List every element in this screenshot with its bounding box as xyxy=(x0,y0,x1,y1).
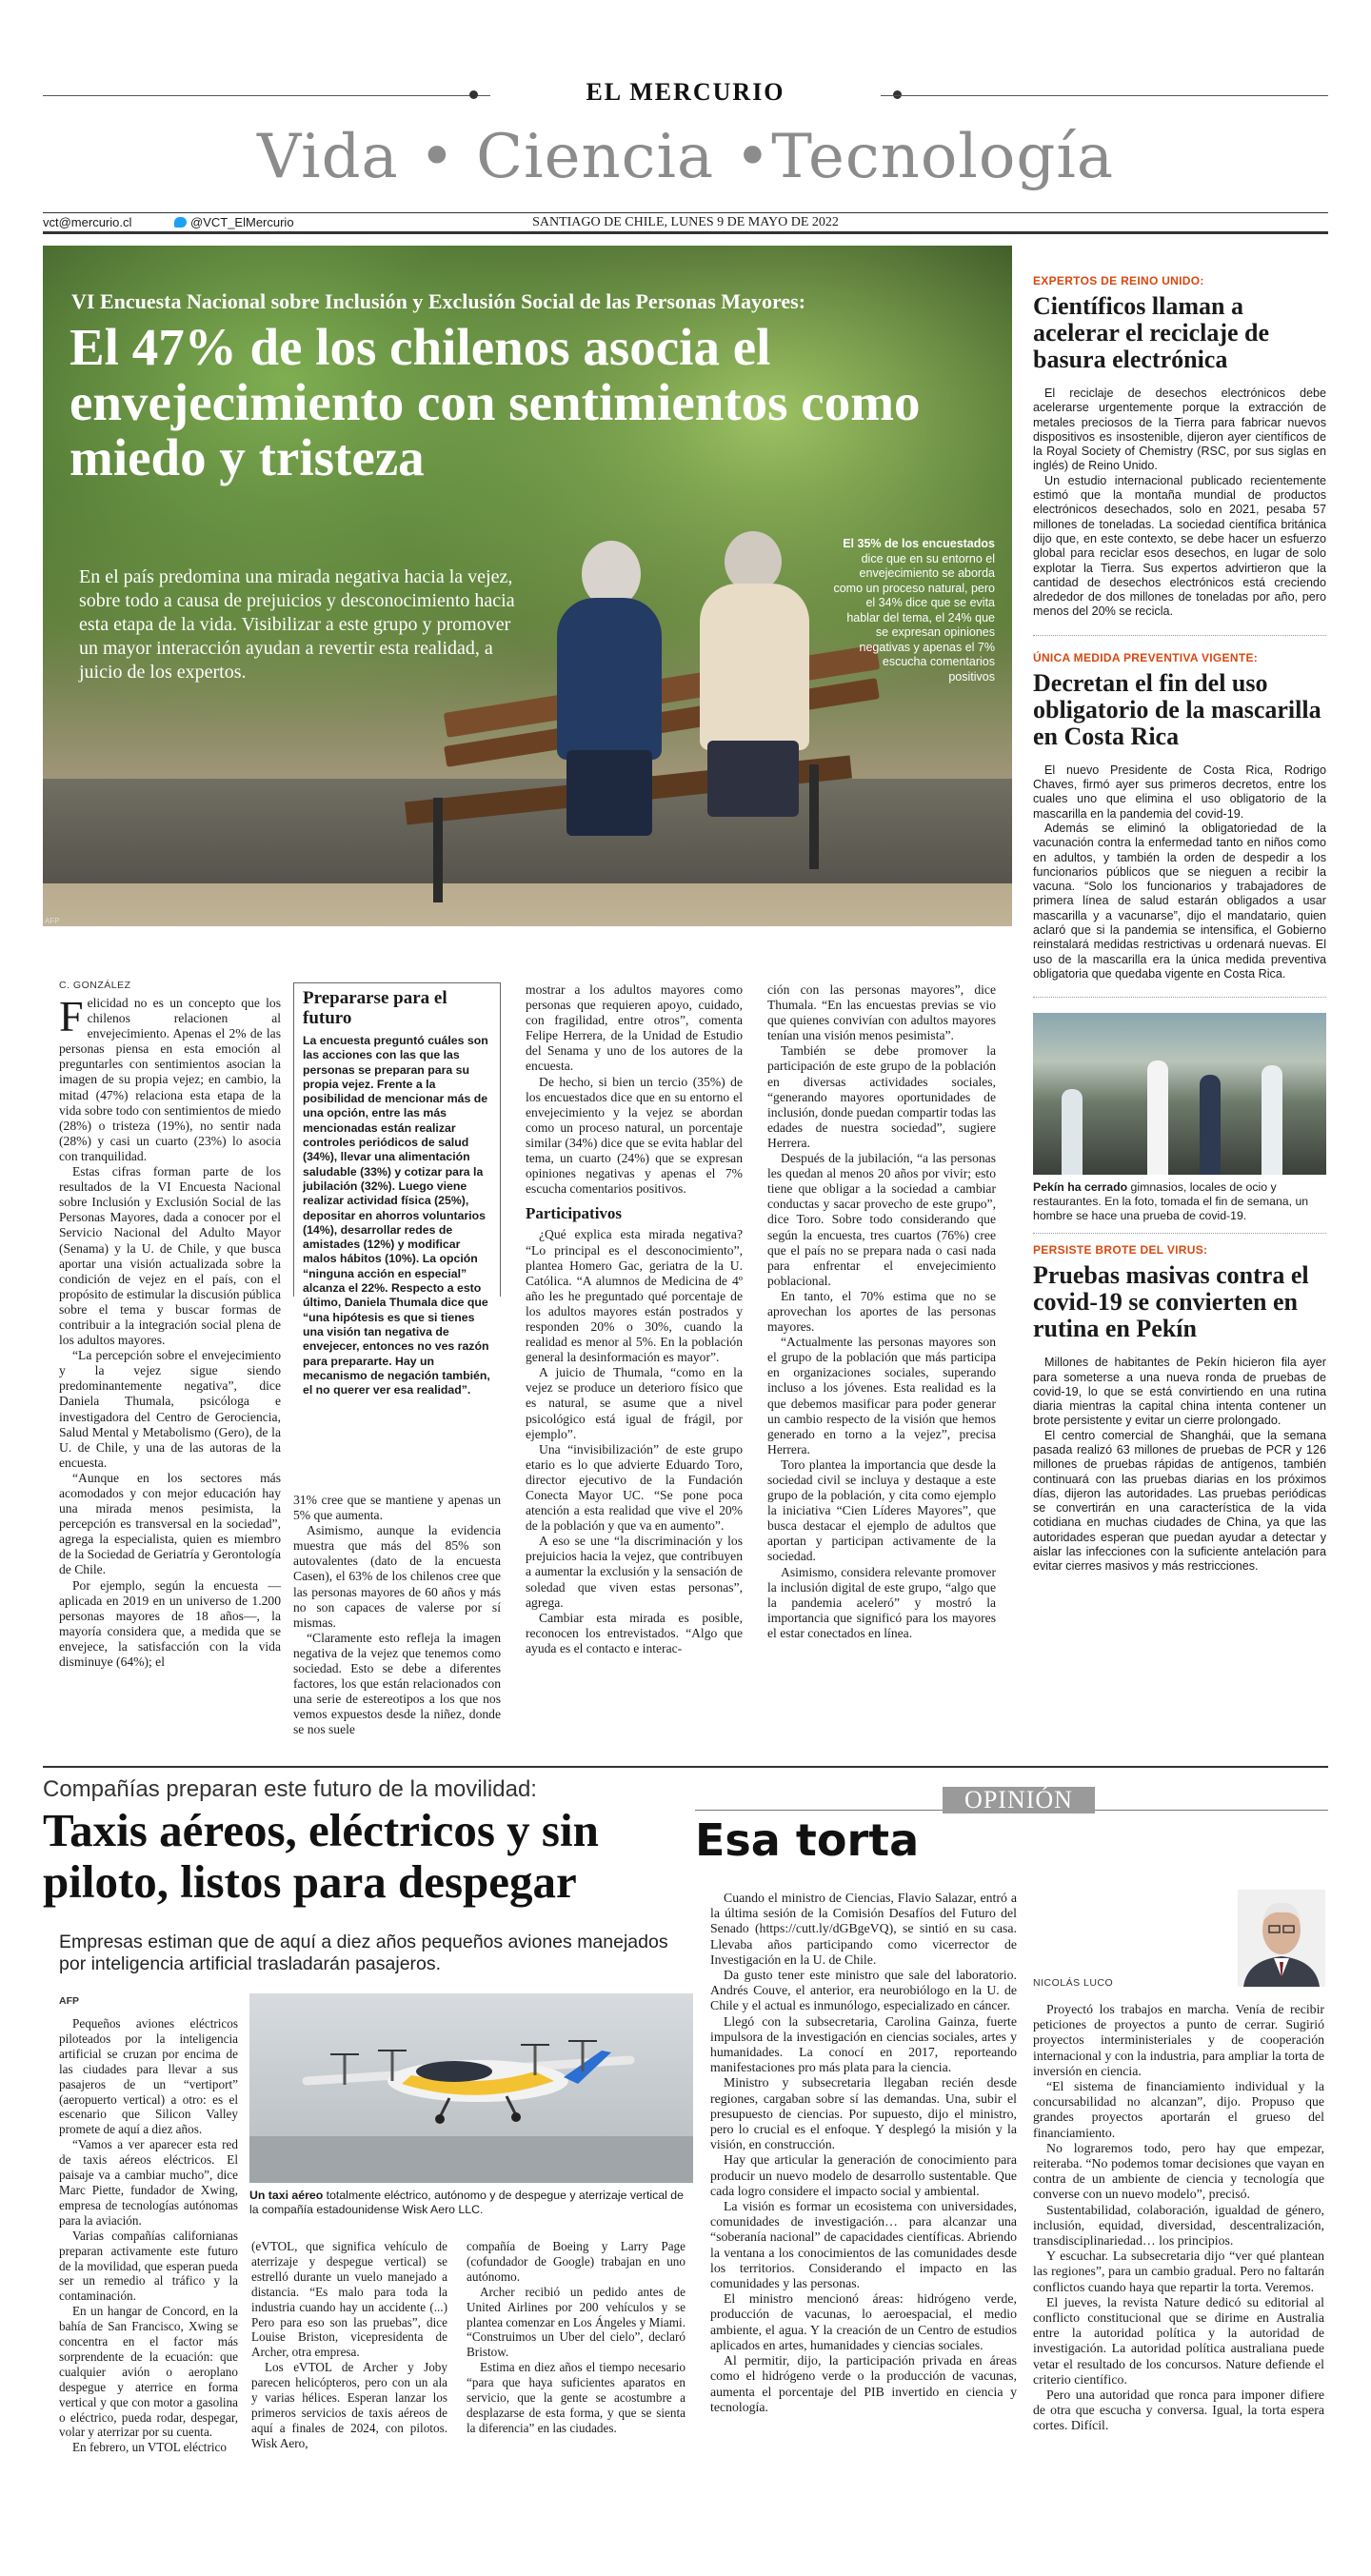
opinion-paragraph: “El sistema de financiamiento individual y la concursabilidad no alcanzan”, dijo. Propuso que grandes proyectos aportarán el grueso del financiamiento. xyxy=(1033,2079,1324,2140)
article-paragraph: A juicio de Thumala, “como en la vejez se produce un deterioro físico que es natural, se asume que a nivel psicológico está igual de frágil, por ejemplo”. xyxy=(526,1365,743,1441)
sidebar-box xyxy=(293,982,501,1399)
article-column-4 xyxy=(767,982,996,1641)
air-taxi-aircraft xyxy=(249,1993,693,2183)
article-paragraph: Una “invisibilización” de este grupo etario es lo que advierte Eduardo Toro, director ejecutivo de la Fundación Conecta Mayor UC. “Se pone poca atención a esta realidad que vive el 20% de la población y que va en aumento”. xyxy=(526,1441,743,1534)
article-paragraph: Archer recibió un pedido antes de United Airlines por 200 vehículos y se plantea comenzar en Los Ángeles y Miami. “Construimos un Uber del cielo”, declaró Bristow. xyxy=(467,2284,686,2360)
rail-paragraph: Millones de habitantes de Pekín hicieron fila ayer para someterse a una nueva ronda de pruebas de covid-19, lo que se está convirtiendo en una rutina diaria mientras la capital china intenta contener un brote persistente y evitar un cierre prolongado. xyxy=(1033,1356,1326,1428)
hero-deck: En el país predomina una mirada negativa hacia la vejez, sobre todo a causa de prejuicios y desconocimiento hacia esta etapa de la vida. Visibilizar a este grupo y promover un mayor interacción ayudan a revertir esta realidad, a juicio de los expertos. xyxy=(79,566,515,683)
rail-divider xyxy=(1033,1233,1326,1234)
sidebar-box-border xyxy=(293,982,501,1297)
photo-figure xyxy=(1062,1089,1083,1175)
air-taxi-photo-caption-lead: Un taxi aéreo xyxy=(249,2189,324,2202)
article-column-3 xyxy=(526,982,743,1656)
hero-kicker: VI Encuesta Nacional sobre Inclusión y Exclusión Social de las Personas Mayores: xyxy=(71,289,806,313)
hero-photo xyxy=(43,246,1012,926)
dropcap: F xyxy=(59,992,84,1040)
masthead-rule-right xyxy=(881,95,1328,96)
article-paragraph: (eVTOL, que significa vehículo de aterrizaje y despegue vertical) se estrelló durante un vuelo manejado a distancia. “Es malo para toda la industria cuando hay un accidente (...) Pero para eso son las pruebas”, dice Louise Briston, vicepresidenta de Archer, otra empresa. xyxy=(251,2239,447,2360)
article-paragraph: “Vamos a ver aparecer esta red de taxis aéreos eléctricos. El paisaje va a cambiar mucho”, dice Marc Piette, fundador de Xwing, empresa de tecnologías autónomas para la aviación. xyxy=(59,2137,238,2228)
article-paragraph: ción con las personas mayores”, dice Thumala. “En las encuestas previas se vio que quienes convivían con adultos mayores tenían una visión menos pesimista”. xyxy=(767,982,996,1043)
photo-figure xyxy=(1262,1065,1282,1175)
elderly-person-left xyxy=(557,541,662,836)
article-paragraph: “La percepción sobre el envejecimiento y la vejez sigue siendo predominantemente negativa”, dice Daniela Thumala, psicóloga e investigadora del Centro de Gerociencia, Salud Mental y Metabolismo (Gero), de la U. de Chile, y una de las autoras de la encuesta. xyxy=(59,1348,281,1470)
rail-divider xyxy=(1033,635,1326,636)
air-taxi-column-3 xyxy=(467,2239,686,2436)
elderly-person-right xyxy=(700,531,809,817)
article-paragraph: Estima en diez años el tiempo necesario “para que haya suficientes aparatos en servicio, que la gente se acostumbre a desplazarse de esta forma, y que se sienta la diferencia” en las ciudades. xyxy=(467,2360,686,2435)
rail-headline[interactable]: Decretan el fin del uso obligatorio de la mascarilla en Costa Rica xyxy=(1033,668,1321,750)
air-taxi-column-1 xyxy=(59,2016,238,2455)
opinion-paragraph: Llegó con la subsecretaria, Carolina Gainza, fuerte impulsora de la investigación en ciencias sociales, artes y humanidades. La conocí en 2017, reporteando manifestaciones pro más plata para la ciencia. xyxy=(710,2013,1017,2075)
article-column-1 xyxy=(59,992,281,1670)
right-rail xyxy=(1033,274,1326,1575)
rail-body xyxy=(1033,1356,1326,1574)
bottom-section-rule xyxy=(43,1766,1328,1768)
columnist-photo xyxy=(1238,1890,1325,1987)
article-paragraph: A eso se une “la discriminación y los prejuicios hacia la vejez, que contribuyen a aumentar la exclusión y la sensación de soledad que viven estas personas”, agrega. xyxy=(526,1534,743,1610)
opinion-paragraph: Sustentabilidad, colaboración, igualdad de género, inclusión, equidad, diversidad, descentralización, transdisciplinariedad… los principios. xyxy=(1033,2202,1324,2249)
air-taxi-photo-caption-text: totalmente eléctrico, autónomo y de despegue y aterrizaje vertical de la compañía estadounidense Wisk Aero LLC. xyxy=(249,2189,684,2216)
rail-story-beijing xyxy=(1033,1243,1326,1574)
article-paragraph: Cambiar esta mirada es posible, reconocen los entrevistados. “Algo que ayuda es el contacto e interac- xyxy=(526,1610,743,1655)
opinion-paragraph: Cuando el ministro de Ciencias, Flavio Salazar, entró a la última sesión de la Comisión Desafíos del Futuro del Senado (https://cutt.ly/dGBgeVQ), se sintió en su casa. Llevaba años participando como vicerrector de Investigación en la U. de Chile. xyxy=(710,1891,1017,1967)
article-column-2 xyxy=(293,1493,501,1738)
rail-photo-caption-lead: Pekín ha cerrado xyxy=(1033,1180,1128,1195)
hero-caption xyxy=(833,537,995,684)
air-taxi-column-2 xyxy=(251,2239,447,2451)
air-taxi-kicker: Compañías preparan este futuro de la movilidad: xyxy=(43,1776,537,1802)
opinion-paragraph: Ministro y subsecretaria llegaban recién desde regiones, cargaban sobre sí las demandas. Una, subir el presupuesto de ciencias. Por supuesto, dijo el ministro, pero lo crucial es el enfoque. Y desplegó la misión y la visión, en construcción. xyxy=(710,2075,1017,2152)
masthead xyxy=(43,74,1328,217)
newspaper-brand[interactable]: EL MERCURIO xyxy=(586,78,785,106)
columnist-portrait xyxy=(1238,1890,1325,1987)
article-paragraph: 31% cree que se mantiene y apenas un 5% que aumenta. xyxy=(293,1493,501,1523)
masthead-thin-rule xyxy=(43,212,1328,213)
opinion-paragraph: La visión es formar un ecosistema con universidades, comunidades de investigación… para alcanzar una “soberanía nacional” de capacidades científicas. Abriendo la ventana a los conocimientos de las comunidades desde los territorios. Considerando el impacto en las comunidades y las personas. xyxy=(710,2199,1017,2291)
article-paragraph: En un hangar de Concord, en la bahía de San Francisco, Xwing se concentra en el factor más sorprendente de la ecuación: que cualquier avión o aeroplano despegue y aterrice en forma vertical y que con motor a gasolina o eléctrico, pueda rodar, despegar, volar y aterrizar por su cuenta. xyxy=(59,2304,238,2440)
article-paragraph: compañía de Boeing y Larry Page (cofundador de Google) trabajan en uno autónomo. xyxy=(467,2239,686,2284)
article-paragraph: “Aunque en los sectores más acomodados y con mejor educación hay una mirada menos pesimista, la percepción es transversal en la sociedad”, agrega la especialista, quien es miembro de la Sociedad de Geriatría y Gerontología de Chile. xyxy=(59,1470,281,1577)
bench-leg xyxy=(433,798,443,902)
article-byline: C. GONZÁLEZ xyxy=(59,980,131,991)
article-paragraph: ¿Qué explica esta mirada negativa? “Lo principal es el desconocimiento”, plantea Homero Gac, geriatra de la U. Católica. “A alumnos de Medicina de 4º año les he preguntado qué porcentaje de los adultos mayores están postrados y responden 20% o 30%, cuando la realidad es menor al 5%. En la población general la desinformación es mayor”. xyxy=(526,1227,743,1365)
air-taxi-credit: AFP xyxy=(59,1995,79,2007)
opinion-paragraph: Da gusto tener este ministro que sale del laboratorio. Andrés Couve, el anterior, era neurobiólogo en la U. de Chile y el actual es inmunólogo, especializado en cáncer. xyxy=(710,1968,1017,2013)
opinion-headline[interactable]: Esa torta xyxy=(695,1814,920,1866)
article-subhead: Participativos xyxy=(526,1204,623,1223)
opinion-paragraph: El jueves, la revista Nature dedicó su editorial al conflicto constitucional que se dirime en Australia entre la autoridad política y la autoridad de investigación. La autoridad política australiana puede vetar el resultado de los concursos. Nature defiende el criterio científico. xyxy=(1033,2294,1324,2387)
opinion-paragraph: Y escuchar. La subsecretaria dijo “ver qué plantean las regiones”, para un cambio gradual. Pero no faltarán conflictos cuando haya que repartir la torta. Veremos. xyxy=(1033,2249,1324,2294)
article-paragraph: También se debe promover la participación de este grupo de la población en diversas actividades sociales, “generando mayores oportunidades de inclusión, donde puedan compartir todas las edades de nuestra sociedad”, sugiere Herrera. xyxy=(767,1043,996,1150)
photo-figure xyxy=(1200,1075,1221,1175)
air-taxi-photo-caption xyxy=(249,2189,693,2217)
twitter-handle: @VCT_ElMercurio xyxy=(190,215,294,229)
article-paragraph: “Actualmente las personas mayores son el grupo de la población que más participa en organizaciones sociales, superando incluso a los jóvenes. Esta realidad es la que debemos masificar para poder generar un cambio respecto de la visión que hemos generado en torno a la vejez”, precisa Herrera. xyxy=(767,1335,996,1456)
article-paragraph: Varias compañías californianas preparan activamente este futuro de la movilidad, que esperan pueda ser un remedio al tráfico y la contaminación. xyxy=(59,2228,238,2304)
article-paragraph: Después de la jubilación, “a las personas les quedan al menos 20 años por vivir; esto tiene que obligar a la sociedad a cambiar conductas y sacar provecho de este grupo”, dice Toro. Sobre todo considerando que según la encuesta, tres cuartos (76%) cree que el país no se prepara nada o casi nada para enfrentar el envejecimiento poblacional. xyxy=(767,1151,996,1288)
opinion-paragraph: El ministro mencionó áreas: hidrógeno verde, producción de vacunas, lo aeroespacial, el medio ambiente, el agua. Y la creación de un Centro de estudios aplicados en artes, humanidades y ciencias sociales. xyxy=(710,2291,1017,2352)
opinion-paragraph: Proyectó los trabajos en marcha. Venía de recibir peticiones de proyectos a punto de cerrar. Sugirió proyectos interministeriales y de cooperación internacional y con la industria, para ampliar la torta de inversión en ciencia. xyxy=(1033,2002,1324,2078)
article-paragraph: Asimismo, considera relevante promover la inclusión digital de este grupo, “algo que la pandemia aceleró” y mostró la importancia que significó para los mayores el estar conectados en línea. xyxy=(767,1564,996,1640)
article-paragraph: En tanto, el 70% estima que no se aprovechan los aportes de las personas mayores. xyxy=(767,1288,996,1335)
article-paragraph: Por ejemplo, según la encuesta —aplicada en 2019 en un universo de 1.200 personas mayores de 18 años—, la mayoría considera que, a medida que se envejece, la satisfacción con la vida disminuye (64%); el xyxy=(59,1577,281,1670)
rail-photo-caption xyxy=(1033,1180,1326,1223)
rail-headline[interactable]: Científicos llaman a acelerar el reciclaje de basura electrónica xyxy=(1033,292,1270,373)
beijing-testing-photo xyxy=(1033,1013,1326,1175)
masthead-thick-rule xyxy=(43,231,1328,234)
rail-kicker: EXPERTOS DE REINO UNIDO: xyxy=(1033,274,1204,287)
article-paragraph: En febrero, un VTOL eléctrico xyxy=(72,2440,227,2455)
hero-headline[interactable]: El 47% de los chilenos asocia el envejecimiento con sentimientos como miedo y tristeza xyxy=(70,318,921,486)
bench-leg xyxy=(809,764,819,869)
rail-paragraph: El reciclaje de desechos electrónicos debe acelerarse urgentemente porque la extracción de metales preciosos de la Tierra para fabricar nuevos dispositivos es insostenible, dijeron ayer científicos de la Royal Society of Chemistry (RSC, por sus siglas en inglés) de Reino Unido. xyxy=(1033,386,1326,473)
article-paragraph: Los eVTOL de Archer y Joby parecen helicópteros, pero con un ala y varias hélices. Esperan lanzar los primeros servicios de taxis aéreos de aquí a finales de 2024, con pilotos. Wisk Aero, xyxy=(251,2360,447,2450)
rail-headline[interactable]: Pruebas masivas contra el covid-19 se convierten en rutina en Pekín xyxy=(1033,1261,1309,1343)
meta-bar xyxy=(43,215,1328,232)
opinion-paragraph: Pero una autoridad que ronca para imponer difiere de otra que escucha y conversa. Igual, la torta espera cortes. Difícil. xyxy=(1033,2388,1324,2433)
article-paragraph: Pequeños aviones eléctricos piloteados por la inteligencia artificial se cruzan por encima de las ciudades para llevar a sus pasajeros de un “vertiport” (aeropuerto vertical) a otro: es el escenario que Silicon Valley promete de aquí a diez años. xyxy=(59,2016,238,2137)
opinion-paragraph: Hay que articular la generación de conocimiento para producir un nuevo modelo de desarrollo sustentable. Que cada logro considere el impacto social y ambiental. xyxy=(710,2152,1017,2198)
columnist-name: NICOLÁS LUCO xyxy=(1033,1977,1114,1989)
section-email[interactable]: vct@mercurio.cl xyxy=(43,215,132,229)
article-paragraph: Asimismo, aunque la evidencia muestra que más del 85% son autovalentes (dato de la encuesta Casen), el 63% de los chilenos cree que las personas mayores de 60 años y más no son capaces de valerse por sí mismas. xyxy=(293,1523,501,1630)
hero-photo-credit: AFP xyxy=(45,917,60,925)
opinion-column-1 xyxy=(710,1891,1017,2415)
article-paragraph: mostrar a los adultos mayores como personas que requieren apoyo, cuidado, con fragilidad, entre otros”, comenta Felipe Herrera, de la Unidad de Estudio del Senama y uno de los autores de la encuesta. xyxy=(526,982,743,1074)
hero-caption-lead: El 35% de los encuestados xyxy=(843,537,995,550)
rail-kicker: PERSISTE BROTE DEL VIRUS: xyxy=(1033,1243,1208,1258)
section-title: Vida • Ciencia •Tecnología xyxy=(257,122,1114,192)
opinion-column-2 xyxy=(1033,2002,1324,2434)
article-paragraph: “Claramente esto refleja la imagen negativa de la vejez que tenemos como sociedad. Esto se debe a diferentes factores, los que están relacionados con una serie de estereotipos a los que nos vemos expuestos desde la niñez, donde se nos suele xyxy=(293,1630,501,1737)
article-paragraph: Estas cifras forman parte de los resultados de la VI Encuesta Nacional sobre Inclusión y Exclusión Social de las Personas Mayores, dada a conocer por el Servicio Nacional del Adulto Mayor (Senama) y la U. de Chile, y que busca aportar una visión actualizada sobre la condición de vejez en el país, con el propósito de estimular la discusión pública sobre el tema y buscar formas de contribuir a la integración social plena de los adultos mayores. xyxy=(59,1164,281,1348)
rail-body xyxy=(1033,763,1326,981)
air-taxi-photo xyxy=(249,1993,693,2183)
hero-caption-text: dice que en su entorno el envejecimiento se aborda como un proceso natural, pero el 34% dice que se evita hablar del tema, el 24% que se expresan opiniones negativas y apenas el 7% escucha comentarios positivos xyxy=(833,551,995,684)
sidebar-box-title: Prepararse para el futuro xyxy=(303,988,447,1028)
rail-photo-caption-text: gimnasios, locales de ocio y restaurantes. En la foto, tomada el fin de semana, un hombre se hace una prueba de covid-19. xyxy=(1033,1180,1309,1223)
opinion-paragraph: Al permitir, dijo, la participación privada en áreas como el hidrógeno verde o la producción de vacunas, aumenta el porcentaje del PIB invertido en ciencia y tecnología. xyxy=(710,2353,1017,2414)
rail-kicker: ÚNICA MEDIDA PREVENTIVA VIGENTE: xyxy=(1033,650,1259,664)
article-paragraph: Felicidad no es un concepto que los chilenos relacionen al envejecimiento. Apenas el 2% de las personas piensa en esta emoción al preguntarles con sentimientos asocian la imagen de su propia vejez; en cambio, la mitad (47%) relaciona esta etapa de la vida sobre todo con sentimientos de miedo (28%) o tristeza (19%), no sentir nada (28%) y casi un cuarto (23%) lo asocia con tranquilidad. xyxy=(59,992,281,1163)
rail-paragraph: Además se eliminó la obligatoriedad de la vacunación contra la enfermedad tanto en niños como en adultos, y también la orden de despedir a los funcionarios públicos que se nieguen a recibir la vacuna. “Solo los funcionarios y trabajadores de primera línea de salud estarán obligados a usar mascarilla y a vacunarse”, dijo el mandatario, quien aclaró que si la pandemia se intensifica, el Gobierno reinstalará medidas restrictivas u ordenará nuevas. El uso de la mascarilla era la única medida preventiva obligatoria que quedaba vigente en Costa Rica. xyxy=(1033,821,1326,981)
rail-story-recycling xyxy=(1033,274,1326,620)
sidebar-box-body: La encuesta preguntó cuáles son las acciones con las que las personas se preparan para su propia vejez. Frente a la posibilidad de mencionar más de una opción, entre las más mencionadas están realizar controles periódicos de salud (34%), llevar una alimentación saludable (33%) y cotizar para la jubilación (32%). Luego viene realizar actividad física (25%), depositar en ahorros voluntarios (14%), desarrollar redes de amistades (12%) y modificar malos hábitos (10%). La opción “ninguna acción en especial” alcanza el 22%. Respecto a esto último, Daniela Thumala dice que “una hipótesis es que si tienes una visión tan negativa de envejecer, entonces no ves razón para prepararte. Hay un mecanismo de negación también, el no querer ver esa realidad”. xyxy=(303,1034,490,1397)
rail-paragraph: Un estudio internacional publicado recientemente estimó que la montaña mundial de productos electrónicos desechados, solo en 2021, pesaba 57 millones de toneladas. La sociedad científica británica dijo que, en este contexto, se debe hacer un esfuerzo global para reciclar esos desechos, en lugar de solo explotar la Tierra. Sus expertos advirtieron que la cantidad de desechos electrónicos está creciendo alrededor de dos millones de toneladas por año, pero menos del 20% se recicla. xyxy=(1033,473,1326,619)
article-paragraph: De hecho, si bien un tercio (35%) de los encuestados dice que en su entorno el envejecimiento y la vejez se abordan como un proceso natural, un porcentaje similar (34%) dice que se evita hablar del tema, un cuarto (24%) que se expresan opiniones negativas y apenas el 7% escucha comentarios positivos. xyxy=(526,1074,743,1197)
rail-body xyxy=(1033,386,1326,620)
rail-divider xyxy=(1033,997,1326,998)
rail-paragraph: El centro comercial de Shanghái, que la semana pasada realizó 63 millones de pruebas de PCR y 126 millones de pruebas rápidas de antígenos, también continuará con las pruebas diarias en los próximos días, dijeron las autoridades. Las pruebas periódicas se convertirán en una característica de la vida cotidiana en muchas ciudades de China, ya que las autoridades esperan que puedan ayudar a detectar y aislar las infecciones con la suficiente antelación para evitar cierres masivos y más restricciones. xyxy=(1033,1428,1326,1574)
rail-paragraph: El nuevo Presidente de Costa Rica, Rodrigo Chaves, firmó ayer sus primeros decretos, entre los cuales uno que elimina el uso obligatorio de la mascarilla en la pandemia del covid-19. xyxy=(1033,763,1326,821)
air-taxi-deck: Empresas estiman que de aquí a diez años pequeños aviones manejados por inteligencia artificial trasladarán pasajeros. xyxy=(59,1932,668,1974)
opinion-paragraph: No lograremos todo, pero hay que empezar, reiteraba. “No podemos tomar decisiones que vayan en contra de un ambiente de ciencia y tecnología que converse con un nuevo modelo”, precisó. xyxy=(1033,2140,1324,2202)
article-paragraph: Toro plantea la importancia que desde la sociedad civil se incluya y destaque a este grupo de la población, y cita como ejemplo la iniciativa “Cien Líderes Mayores”, que busca destacar el ejemplo de adultos que aportan y participan activamente de la sociedad. xyxy=(767,1456,996,1564)
edition-date: SANTIAGO DE CHILE, LUNES 9 DE MAYO DE 2022 xyxy=(532,215,839,229)
opinion-label: OPINIÓN xyxy=(943,1787,1095,1813)
rail-story-costa-rica xyxy=(1033,651,1326,981)
photo-figure xyxy=(1147,1060,1168,1175)
air-taxi-headline[interactable]: Taxis aéreos, eléctricos y sin piloto, listos para despegar xyxy=(43,1804,599,1908)
